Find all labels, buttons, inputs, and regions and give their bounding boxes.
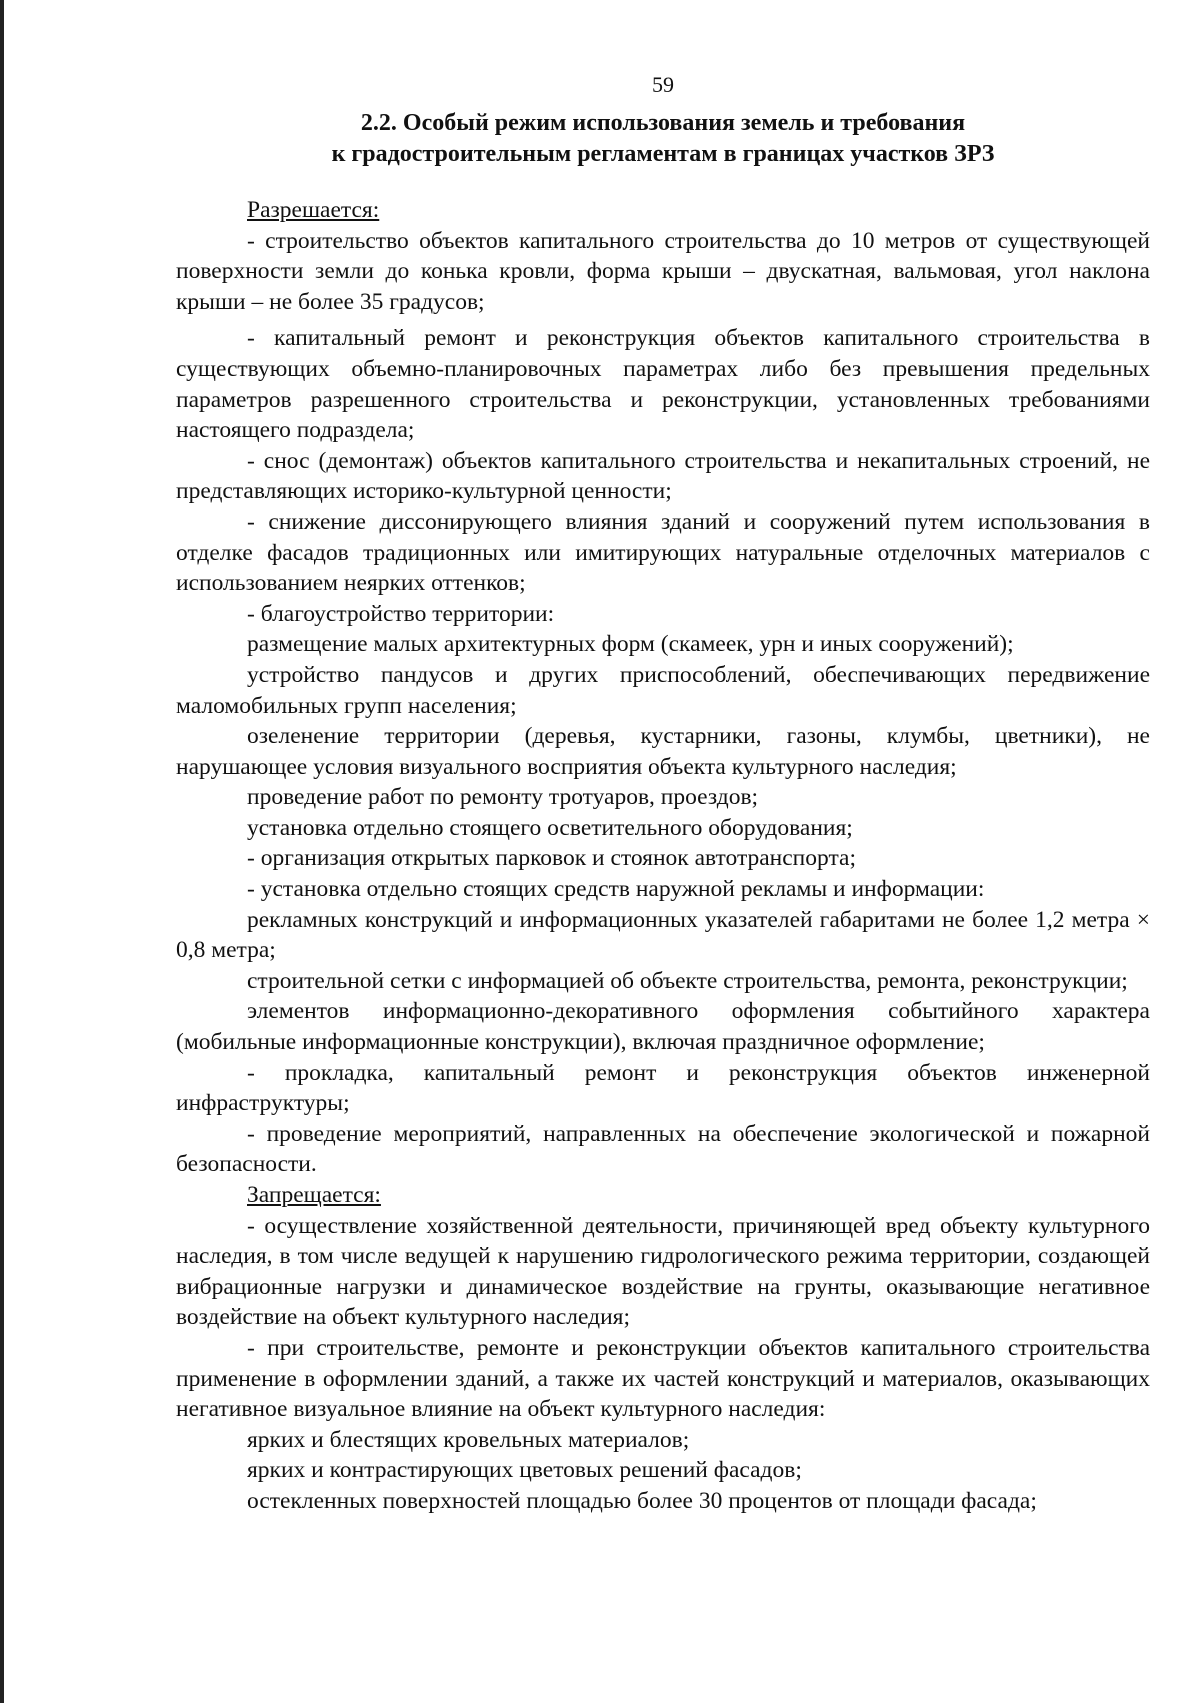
section-heading-line-1: 2.2. Особый режим использования земель и требования bbox=[360, 110, 966, 136]
allowed-item: - снос (демонтаж) объектов капитального строительства и некапитальных строений, не представляющих историко-культурной ценности; bbox=[176, 447, 1150, 505]
forbidden-item: - при строительстве, ремонте и реконструкции объектов капитального строительства применение в оформлении зданий, а также их частей конструкций и материалов, оказывающих негативное визуальное влияние на объект культурного наследия: bbox=[176, 1334, 1150, 1423]
forbidden-item: - осуществление хозяйственной деятельности, причиняющей вред объекту культурного наследия, в том числе ведущей к нарушению гидрологического режима территории, создающей вибрационные нагрузки и динамическое воздействие на грунты, оказывающие негативное воздействие на объект культурного наследия; bbox=[176, 1212, 1150, 1331]
section-heading-line-2: к градостроительным регламентам в границах участков ЗРЗ bbox=[331, 141, 995, 167]
allowed-subitem: рекламных конструкций и информационных указателей габаритами не более 1,2 метра × 0,8 метра; bbox=[176, 906, 1150, 964]
allowed-heading-text: Разрешается: bbox=[247, 197, 380, 223]
allowed-item: - благоустройство территории: bbox=[247, 600, 555, 627]
forbidden-heading-text: Запрещается: bbox=[247, 1182, 381, 1208]
allowed-item: - капитальный ремонт и реконструкция объектов капитального строительства в существующих объемно-планировочных параметрах либо без превышения предельных параметров разрешенного строительства и реконструкции, установленных требованиями настоящего подраздела; bbox=[176, 325, 1150, 444]
allowed-item: - установка отдельно стоящих средств наружной рекламы и информации: bbox=[247, 876, 985, 903]
allowed-item: - прокладка, капитальный ремонт и реконструкция объектов инженерной инфраструктуры; bbox=[176, 1059, 1150, 1117]
document-page bbox=[176, 72, 1150, 1517]
forbidden-subitem: остекленных поверхностей площадью более 30 процентов от площади фасада; bbox=[247, 1487, 1037, 1514]
forbidden-heading bbox=[176, 1180, 1150, 1211]
allowed-subitem: размещение малых архитектурных форм (скамеек, урн и иных сооружений); bbox=[247, 631, 1014, 658]
allowed-subitem: строительной сетки с информацией об объекте строительства, ремонта, реконструкции; bbox=[247, 967, 1128, 994]
allowed-item: - строительство объектов капитального строительства до 10 метров от существующей поверхности земли до конька кровли, форма крыши – двускатная, вальмовая, угол наклона крыши – не более 35 градусов; bbox=[176, 227, 1150, 315]
allowed-item: - проведение мероприятий, направленных на обеспечение экологической и пожарной безопасности. bbox=[176, 1120, 1150, 1178]
section-heading bbox=[176, 108, 1150, 170]
page-number: 59 bbox=[652, 72, 674, 97]
allowed-subitem: озеленение территории (деревья, кустарники, газоны, клумбы, цветники), не нарушающее условия визуального восприятия объекта культурного наследия; bbox=[176, 723, 1150, 780]
allowed-subitem: устройство пандусов и других приспособлений, обеспечивающих передвижение маломобильных групп населения; bbox=[176, 661, 1150, 719]
allowed-item: - снижение диссонирующего влияния зданий и сооружений путем использования в отделке фасадов традиционных или имитирующих натуральные отделочных материалов с использованием неярких оттенков; bbox=[176, 508, 1150, 597]
forbidden-subitem: ярких и контрастирующих цветовых решений фасадов; bbox=[247, 1457, 802, 1484]
allowed-subitem: установка отдельно стоящего осветительного оборудования; bbox=[247, 814, 853, 841]
allowed-subitem: проведение работ по ремонту тротуаров, проездов; bbox=[247, 784, 759, 811]
scan-edge bbox=[0, 0, 4, 1703]
forbidden-subitem: ярких и блестящих кровельных материалов; bbox=[247, 1426, 690, 1453]
allowed-heading bbox=[176, 195, 1150, 226]
allowed-item: - организация открытых парковок и стоянок автотранспорта; bbox=[247, 845, 856, 872]
allowed-subitem: элементов информационно-декоративного оформления событийного характера (мобильные информационные конструкции), включая праздничное оформление; bbox=[176, 998, 1150, 1056]
